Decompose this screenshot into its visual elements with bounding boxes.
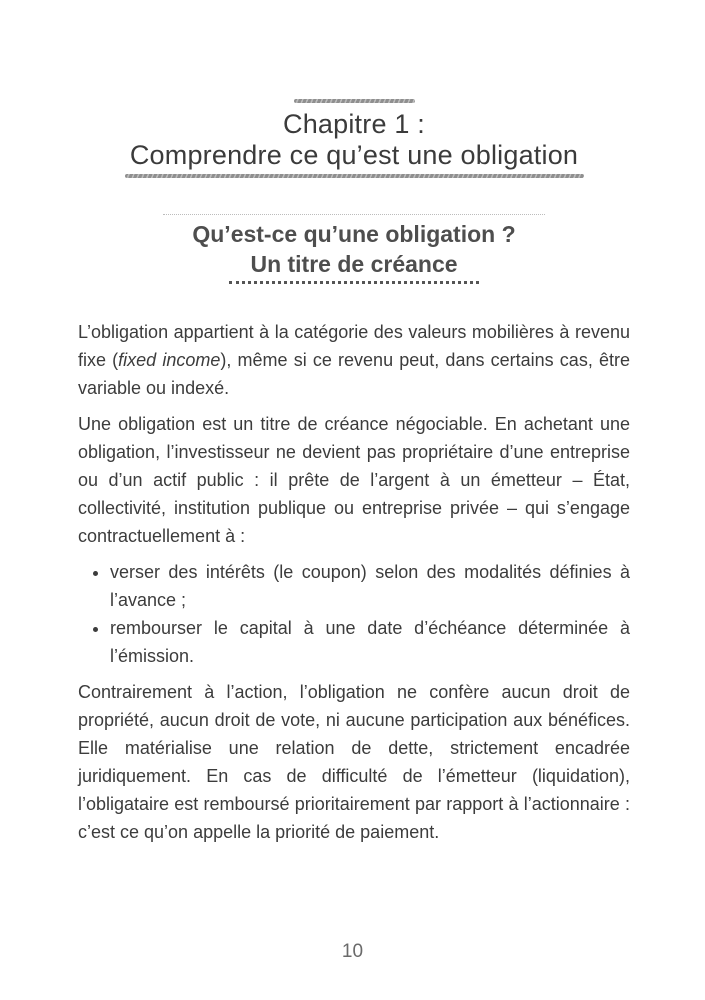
paragraph-1-text-end: ), même si ce revenu peut, dans certains cas, être variable ou indexé.: [78, 350, 630, 398]
bullet-list: [78, 558, 630, 670]
paragraph-1-text: L’obligation appartient à la catégorie des valeurs mobilières à revenu fixe (: [78, 322, 630, 370]
section-header: [78, 214, 630, 284]
page-content: [78, 0, 630, 846]
list-item: • rembourser le capital à une date d’échéance déterminée à l’émission.: [110, 614, 630, 670]
chapter-title-line1: Chapitre 1 :: [283, 109, 425, 139]
section-title: [78, 219, 630, 279]
paragraph-3: Contrairement à l’action, l’obligation ne confère aucun droit de propriété, aucun droit de vote, ni aucune participation aux bénéfices. Elle matérialise une relation de dette, strictement encadrée juridiquement. En cas de difficulté de l’émetteur (liquidation), l’obligataire est remboursé prioritairement par rapport à l’actionnaire : c’est ce qu’on appelle la priorité de paiement.: [78, 682, 630, 842]
dotted-rule-bold: [229, 281, 479, 284]
paragraph-1-italic: fixed income: [118, 350, 221, 370]
paragraph-2: Une obligation est un titre de créance négociable. En achetant une obligation, l’investisseur ne devient pas propriétaire d’une entreprise ou d’un actif public : il prête de l’argent à un émetteur – État, collectivité, institution publique ou entreprise privée – qui s’engage contractuellement à :: [78, 414, 630, 546]
paragraph-1: [78, 318, 630, 402]
dotted-rule-fine: [163, 214, 545, 215]
section-title-line1: Qu’est-ce qu’une obligation ?: [192, 221, 516, 247]
chapter-title: [78, 109, 630, 171]
section-title-line2: Un titre de créance: [250, 251, 458, 277]
list-item: • verser des intérêts (le coupon) selon des modalités définies à l’avance ;: [110, 558, 630, 614]
ornament-rule-bottom: [125, 174, 584, 178]
page-number: 10: [341, 941, 364, 962]
body-text: [78, 318, 630, 846]
chapter-header: [78, 99, 630, 178]
ornament-rule-top: [294, 99, 415, 103]
chapter-title-line2: Comprendre ce qu’est une obligation: [129, 140, 579, 170]
page-footer: [0, 941, 705, 963]
